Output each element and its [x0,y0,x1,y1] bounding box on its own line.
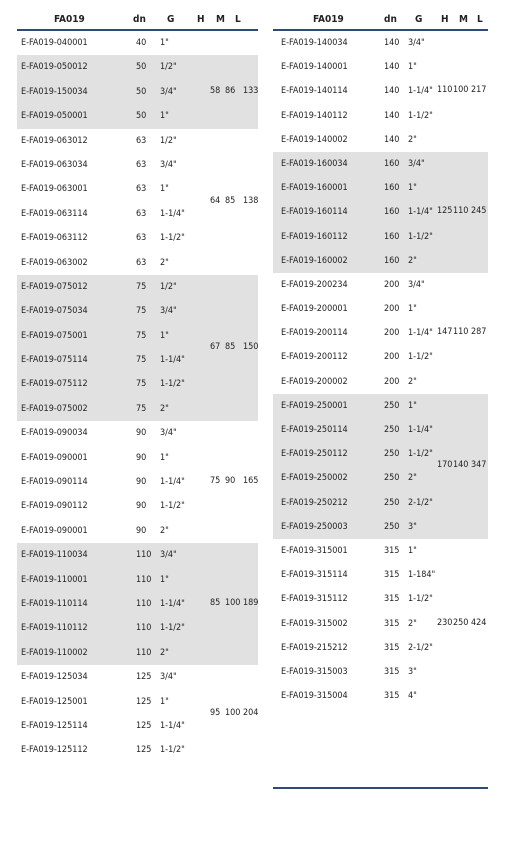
dn-value: 50 [136,86,147,97]
dimension-l: 287 [471,327,487,338]
dn-value: 50 [136,111,147,122]
article-code: E-FA019-110001 [21,574,88,585]
dn-value: 110 [136,574,152,585]
article-code: E-FA019-050012 [21,62,88,73]
dn-value: 140 [384,134,400,145]
dn-value: 110 [136,550,152,561]
dn-value: 75 [136,403,147,414]
table-row [17,31,258,55]
size-group [17,129,258,275]
dimension-h: 110 [437,85,453,96]
thread-size: 1" [408,304,417,315]
dimension-h: 147 [437,327,453,338]
left-table-body [17,31,258,763]
dn-value: 75 [136,330,147,341]
dn-value: 160 [384,231,400,242]
thread-size: 3/4" [160,159,177,170]
header-l: L [235,14,241,25]
dn-value: 200 [384,328,400,339]
dimension-l: 245 [471,206,487,217]
article-code: E-FA019-200001 [281,304,348,315]
group-dimensions [210,598,260,610]
group-dimensions [437,618,491,630]
dn-value: 315 [384,691,400,702]
table-row [273,104,488,128]
dimension-m: 140 [453,460,469,471]
thread-size: 1" [408,545,417,556]
dn-value: 75 [136,379,147,390]
thread-size: 3/4" [160,672,177,683]
dimension-h: 67 [210,342,221,353]
article-code: E-FA019-160001 [281,183,348,194]
dn-value: 160 [384,183,400,194]
thread-size: 2" [408,618,417,629]
thread-size: 3/4" [160,428,177,439]
article-code: E-FA019-140001 [281,62,348,73]
dn-value: 200 [384,304,400,315]
thread-size: 2-1/2" [408,497,433,508]
table-row [17,421,258,445]
thread-size: 1-1/2" [160,745,185,756]
article-code: E-FA019-315112 [281,594,348,605]
dn-value: 125 [136,672,152,683]
dn-value: 315 [384,594,400,605]
table-row [17,494,258,518]
dn-value: 140 [384,38,400,48]
thread-size: 2" [160,257,169,268]
table-row [273,273,488,297]
dimension-h: 170 [437,460,453,471]
thread-size: 2" [160,525,169,536]
dimension-m: 85 [225,195,236,206]
article-code: E-FA019-200114 [281,328,348,339]
article-code: E-FA019-315001 [281,545,348,556]
left-table [17,12,258,763]
table-row [17,275,258,299]
thread-size: 2" [408,473,417,484]
group-dimensions [210,342,260,354]
article-code: E-FA019-090001 [21,525,88,536]
table-row [273,418,488,442]
article-code: E-FA019-110112 [21,623,88,634]
article-code: E-FA019-110034 [21,550,88,561]
article-code: E-FA019-063114 [21,208,88,219]
header-dn: dn [384,14,397,25]
thread-size: 1-1/2" [408,231,433,242]
article-code: E-FA019-075001 [21,330,88,341]
size-group [17,543,258,665]
thread-size: 4" [408,691,417,702]
size-group [273,273,488,394]
dimension-l: 165 [243,476,259,487]
article-code: E-FA019-090112 [21,501,88,512]
thread-size: 3" [408,666,417,677]
group-dimensions [437,206,491,218]
thread-size: 1/2" [160,281,177,292]
table-row [17,55,258,79]
dimension-m: 90 [225,476,236,487]
dimension-m: 110 [453,206,469,217]
article-code: E-FA019-075112 [21,379,88,390]
dn-value: 90 [136,501,147,512]
article-code: E-FA019-040001 [21,38,88,48]
dn-value: 63 [136,159,147,170]
dimension-l: 133 [243,85,259,96]
thread-size: 1" [160,574,169,585]
dimension-h: 95 [210,707,221,718]
table-row [273,370,488,394]
table-row [273,31,488,55]
article-code: E-FA019-110002 [21,647,88,658]
group-dimensions [437,85,491,97]
table-row [273,587,488,611]
thread-size: 1" [408,400,417,411]
thread-size: 1-1/4" [160,208,185,219]
thread-size: 1" [408,183,417,194]
table-row [17,397,258,421]
header-m: M [459,14,468,25]
table-row [273,152,488,176]
table-row [17,519,258,543]
dn-value: 160 [384,255,400,266]
thread-size: 2" [160,647,169,658]
table-end-rule [273,787,488,789]
dn-value: 75 [136,306,147,317]
table-row [273,515,488,539]
dimension-l: 204 [243,707,259,718]
article-code: E-FA019-125001 [21,696,88,707]
table-row [273,684,488,708]
article-code: E-FA019-315003 [281,666,348,677]
dn-value: 315 [384,618,400,629]
article-code: E-FA019-200002 [281,376,348,387]
article-code: E-FA019-160112 [281,231,348,242]
dimension-l: 424 [471,617,487,628]
table-row [17,568,258,592]
dn-value: 250 [384,400,400,411]
article-code: E-FA019-315004 [281,691,348,702]
dimension-h: 230 [437,617,453,628]
thread-size: 2" [160,403,169,414]
article-code: E-FA019-160034 [281,158,348,169]
size-group [273,31,488,152]
dn-value: 90 [136,428,147,439]
article-code: E-FA019-250003 [281,521,348,532]
header-h: H [441,14,449,25]
article-code: E-FA019-250114 [281,425,348,435]
dimension-h: 75 [210,476,221,487]
size-group [273,539,488,708]
thread-size: 1" [408,62,417,73]
group-dimensions [210,476,260,488]
dn-value: 110 [136,647,152,658]
thread-size: 1-1/2" [408,352,433,363]
dimension-m: 250 [453,617,469,628]
dn-value: 90 [136,477,147,488]
article-code: E-FA019-140112 [281,110,348,121]
article-code: E-FA019-250112 [281,449,348,460]
dimension-l: 138 [243,195,259,206]
group-dimensions [210,196,260,208]
group-dimensions [210,708,260,720]
thread-size: 1-1/2" [160,233,185,244]
thread-size: 3/4" [408,279,425,290]
thread-size: 1" [160,38,169,48]
article-code: E-FA019-075114 [21,355,88,366]
dn-value: 200 [384,279,400,290]
dn-value: 125 [136,745,152,756]
article-code: E-FA019-215212 [281,642,348,653]
dimension-l: 189 [243,598,259,609]
table-row [17,616,258,640]
table-row [273,660,488,684]
thread-size: 1-1/4" [408,328,433,339]
thread-size: 1" [160,696,169,707]
header-l: L [477,14,483,25]
thread-size: 2" [408,376,417,387]
table-row [17,641,258,665]
dn-value: 63 [136,208,147,219]
dn-value: 250 [384,425,400,435]
thread-size: 3/4" [160,306,177,317]
thread-size: 1-1/2" [408,110,433,121]
article-code: E-FA019-063002 [21,257,88,268]
thread-size: 1" [160,184,169,195]
size-group [273,152,488,273]
thread-size: 2" [408,134,417,145]
table-row [273,225,488,249]
article-code: E-FA019-090001 [21,452,88,463]
size-group [273,394,488,539]
article-code: E-FA019-063034 [21,159,88,170]
dimension-m: 86 [225,85,236,96]
table-row [273,563,488,587]
article-code: E-FA019-200234 [281,279,348,290]
article-code: E-FA019-075034 [21,306,88,317]
table-row [273,491,488,515]
dn-value: 40 [136,38,147,48]
header-h: H [197,14,205,25]
dn-value: 160 [384,158,400,169]
thread-size: 1-1/2" [160,623,185,634]
dn-value: 63 [136,257,147,268]
article-code: E-FA019-140034 [281,38,348,48]
table-row [17,129,258,153]
dimension-m: 100 [453,85,469,96]
thread-size: 1" [160,111,169,122]
dn-value: 250 [384,449,400,460]
dimension-m: 100 [225,707,241,718]
article-code: E-FA019-110114 [21,598,88,609]
dimension-m: 110 [453,327,469,338]
size-group [17,421,258,543]
dn-value: 110 [136,598,152,609]
header-m: M [216,14,225,25]
table-row [17,372,258,396]
size-group [17,55,258,128]
table-row [17,665,258,689]
thread-size: 1-1/4" [408,425,433,435]
article-code: E-FA019-063112 [21,233,88,244]
thread-size: 1" [160,330,169,341]
dimension-m: 100 [225,598,241,609]
article-code: E-FA019-160002 [281,255,348,266]
group-dimensions [437,460,491,472]
dn-value: 75 [136,281,147,292]
header-dn: dn [133,14,146,25]
left-table-header [17,12,258,31]
dn-value: 140 [384,86,400,97]
dn-value: 315 [384,545,400,556]
dimension-l: 347 [471,460,487,471]
dn-value: 63 [136,135,147,146]
dn-value: 125 [136,696,152,707]
thread-size: 1-1/4" [408,86,433,97]
dn-value: 140 [384,110,400,121]
article-code: E-FA019-050001 [21,111,88,122]
right-table [273,12,488,708]
dimension-m: 85 [225,342,236,353]
article-code: E-FA019-140114 [281,86,348,97]
thread-size: 3/4" [160,550,177,561]
table-row [273,297,488,321]
right-table-header [273,12,488,31]
article-code: E-FA019-250001 [281,400,348,411]
table-row [17,446,258,470]
thread-size: 3" [408,521,417,532]
dimension-h: 85 [210,598,221,609]
thread-size: 1-1/4" [408,207,433,218]
table-row [17,738,258,762]
dimension-h: 64 [210,195,221,206]
table-row [17,299,258,323]
header-code: FA019 [313,14,344,25]
dn-value: 200 [384,352,400,363]
article-code: E-FA019-315114 [281,570,348,581]
table-row [273,176,488,200]
header-g: G [167,14,175,25]
dn-value: 315 [384,642,400,653]
article-code: E-FA019-200112 [281,352,348,363]
thread-size: 3/4" [160,86,177,97]
group-dimensions [437,327,491,339]
article-code: E-FA019-160114 [281,207,348,218]
article-code: E-FA019-250002 [281,473,348,484]
table-row [273,249,488,273]
dn-value: 160 [384,207,400,218]
table-row [17,104,258,128]
dn-value: 50 [136,62,147,73]
dn-value: 315 [384,570,400,581]
thread-size: 1" [160,452,169,463]
size-group [17,665,258,763]
thread-size: 2" [408,255,417,266]
dn-value: 110 [136,623,152,634]
thread-size: 1-1/2" [160,501,185,512]
table-row [17,543,258,567]
article-code: E-FA019-315002 [281,618,348,629]
table-row [17,251,258,275]
thread-size: 1/2" [160,62,177,73]
article-code: E-FA019-125034 [21,672,88,683]
header-g: G [415,14,423,25]
thread-size: 1-1/4" [160,720,185,731]
thread-size: 1-184" [408,570,436,581]
table-row [273,128,488,152]
article-code: E-FA019-140002 [281,134,348,145]
dn-value: 90 [136,452,147,463]
thread-size: 3/4" [408,158,425,169]
size-group [17,275,258,421]
thread-size: 1-1/2" [160,379,185,390]
article-code: E-FA019-090114 [21,477,88,488]
dn-value: 250 [384,473,400,484]
dn-value: 200 [384,376,400,387]
thread-size: 3/4" [408,38,425,48]
right-table-body [273,31,488,708]
dn-value: 63 [136,184,147,195]
thread-size: 1-1/4" [160,355,185,366]
dimension-h: 125 [437,206,453,217]
article-code: E-FA019-075012 [21,281,88,292]
article-code: E-FA019-063012 [21,135,88,146]
size-group [17,31,258,55]
thread-size: 1/2" [160,135,177,146]
article-code: E-FA019-125114 [21,720,88,731]
dn-value: 250 [384,521,400,532]
header-code: FA019 [54,14,85,25]
dn-value: 125 [136,720,152,731]
article-code: E-FA019-250212 [281,497,348,508]
table-row [273,539,488,563]
table-row [17,226,258,250]
dn-value: 140 [384,62,400,73]
article-code: E-FA019-063001 [21,184,88,195]
thread-size: 1-1/4" [160,477,185,488]
thread-size: 1-1/4" [160,598,185,609]
dn-value: 63 [136,233,147,244]
dimension-h: 58 [210,85,221,96]
table-row [17,153,258,177]
thread-size: 1-1/2" [408,449,433,460]
article-code: E-FA019-075002 [21,403,88,414]
dimension-l: 150 [243,342,259,353]
dn-value: 315 [384,666,400,677]
thread-size: 2-1/2" [408,642,433,653]
article-code: E-FA019-090034 [21,428,88,439]
thread-size: 1-1/2" [408,594,433,605]
dimension-l: 217 [471,85,487,96]
table-row [273,345,488,369]
group-dimensions [210,86,260,98]
article-code: E-FA019-125112 [21,745,88,756]
dn-value: 250 [384,497,400,508]
table-row [273,636,488,660]
article-code: E-FA019-150034 [21,86,88,97]
dn-value: 75 [136,355,147,366]
dn-value: 90 [136,525,147,536]
table-row [273,55,488,79]
table-row [273,394,488,418]
